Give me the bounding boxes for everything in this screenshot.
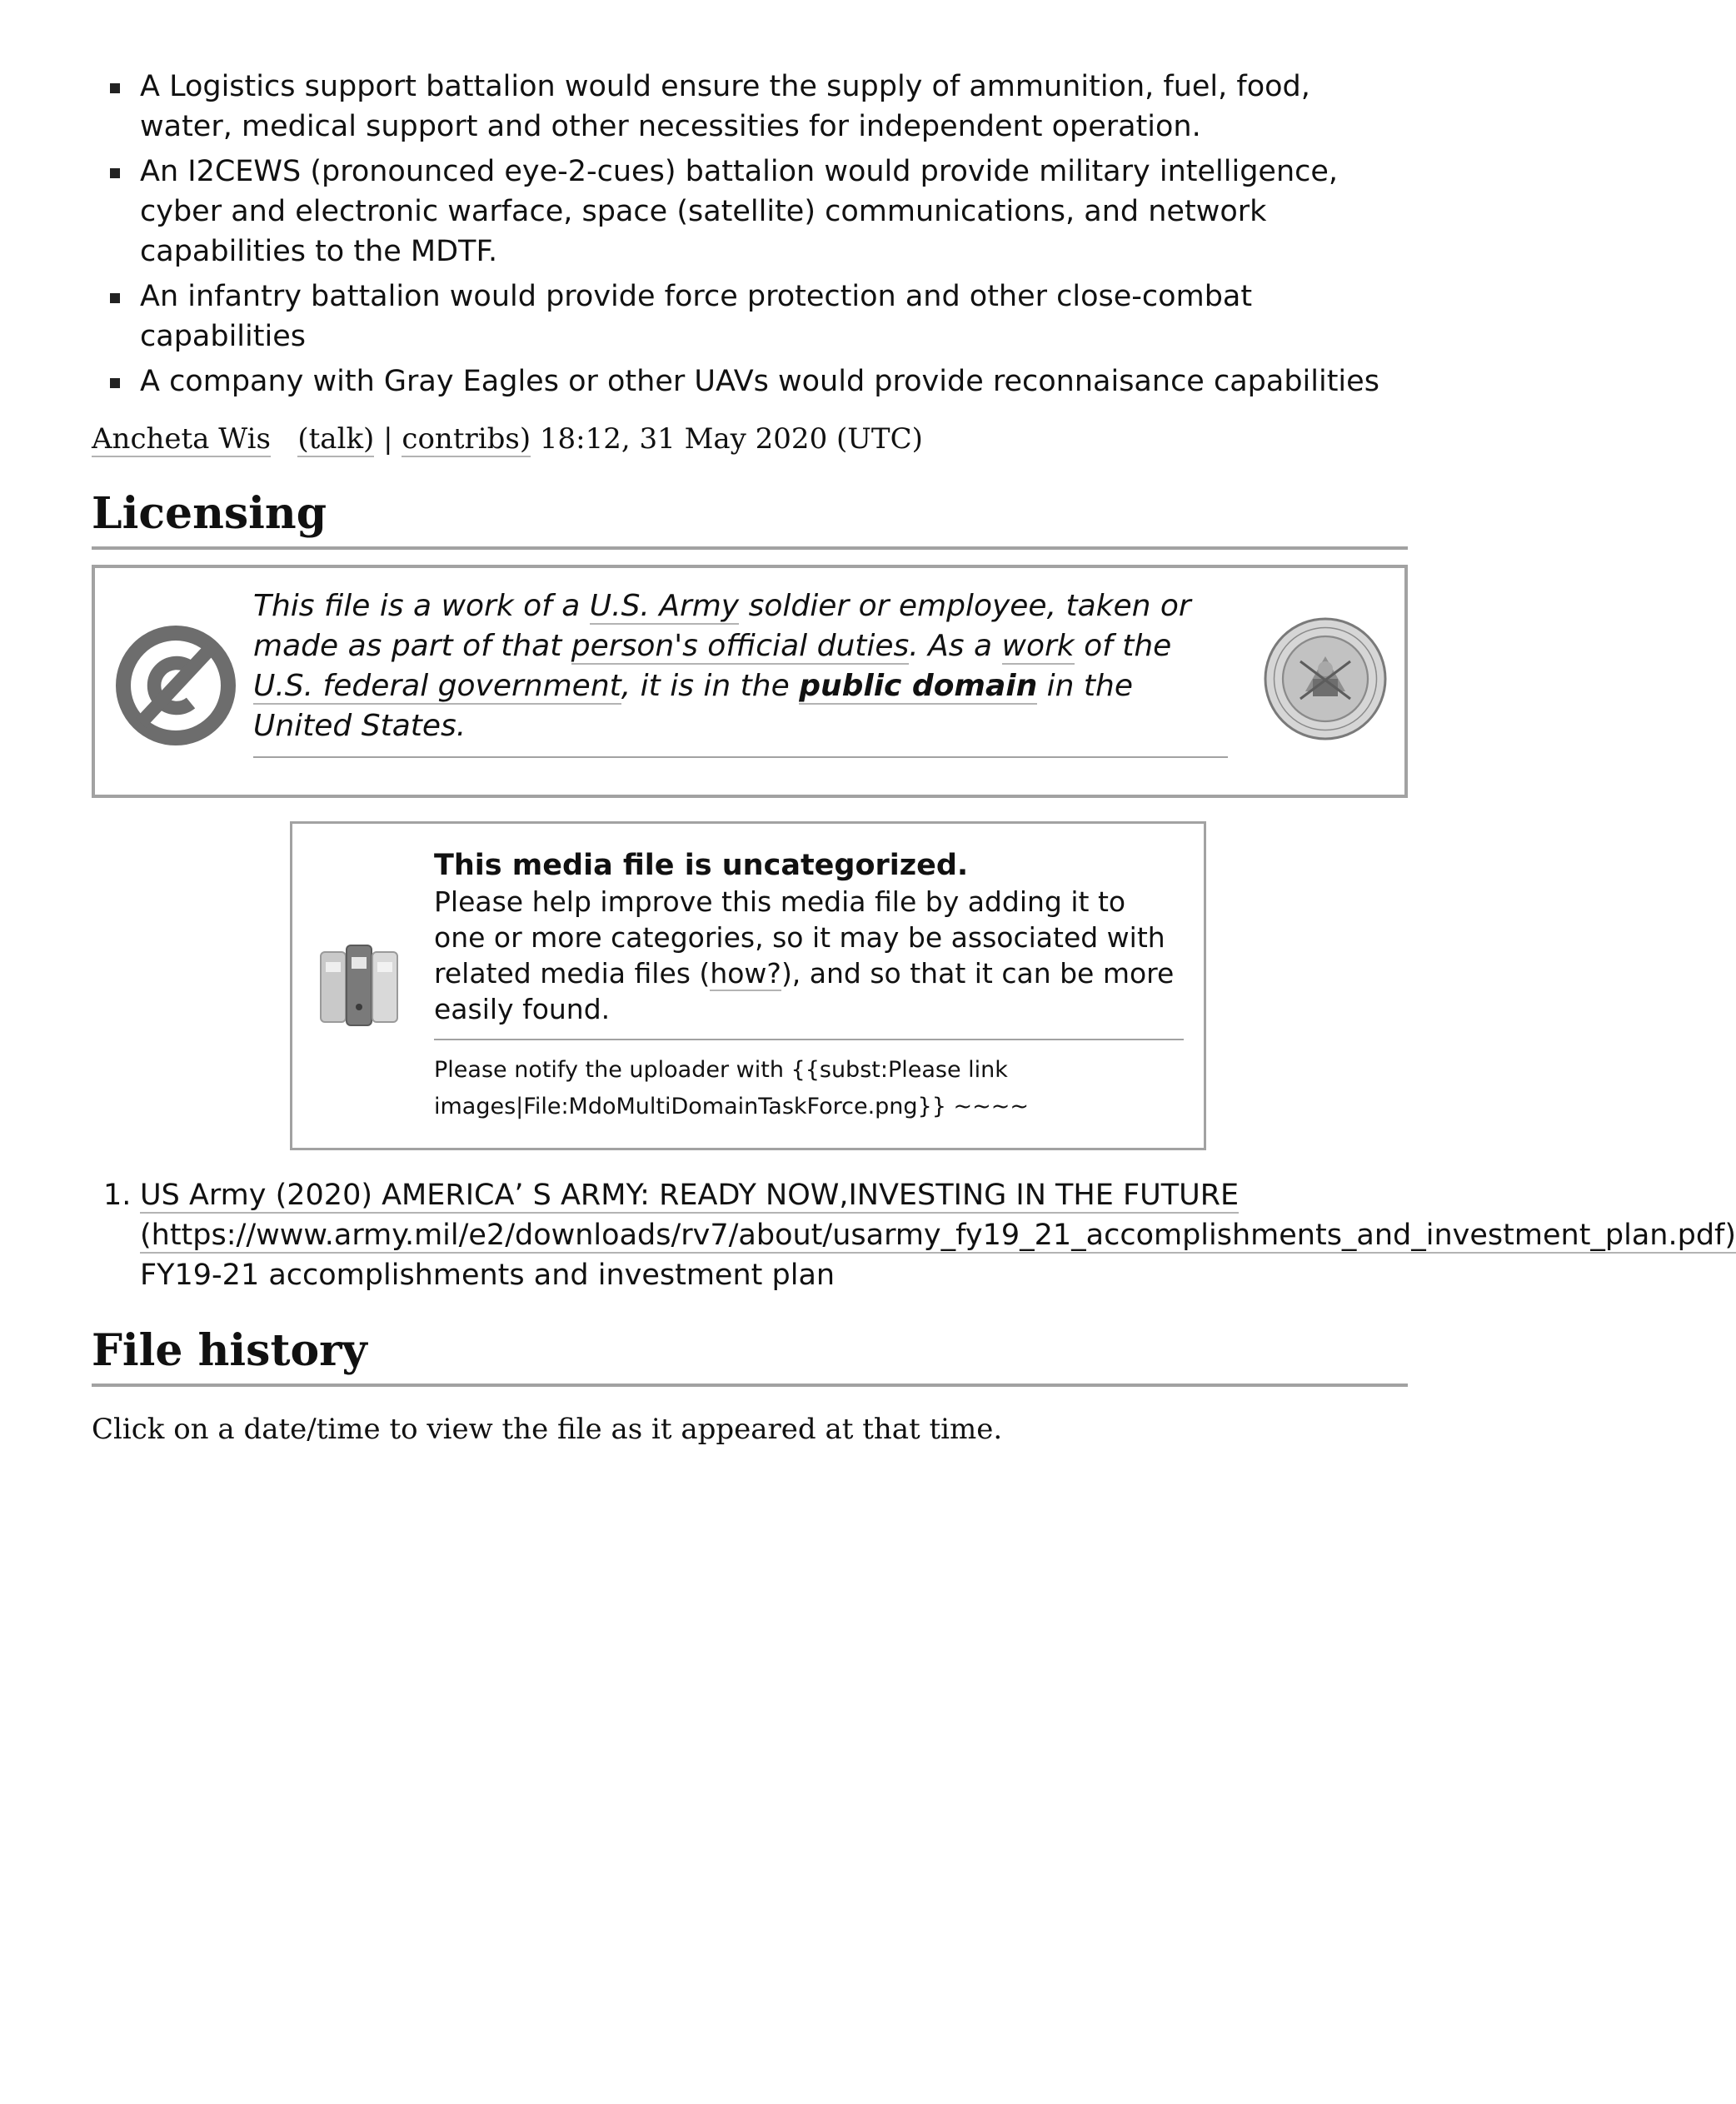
license-text-part: soldier or employee, taken or made as part of that [253, 589, 1191, 663]
license-text-part: This file is a work of a [253, 589, 590, 623]
uncategorized-notice [290, 821, 1206, 1150]
reference-number: 1. [103, 1179, 132, 1212]
us-federal-government-link[interactable]: U.S. federal government [253, 669, 621, 703]
uncategorized-title: This media file is uncategorized. [434, 849, 969, 882]
public-domain-link[interactable] [799, 669, 1037, 705]
license-text-part: . As a [909, 629, 1002, 663]
notify-uploader-text: Please notify the uploader with {{subst:Please link images|File:MdoMultiDomainTaskForce.png}} ~~~~ [434, 1057, 1029, 1119]
list-item: A Logistics support battalion would ensure the supply of ammunition, fuel, food, water, medical support and other necessities for independent operation. [92, 67, 1408, 147]
contribs-link[interactable]: contribs) [402, 422, 531, 456]
license-text-part: of the [1074, 629, 1172, 663]
mdtf-capabilities-list [92, 67, 1408, 401]
public-domain-icon [113, 623, 238, 748]
official-duties-link[interactable]: person's official duties [571, 629, 910, 663]
how-link[interactable]: how? [710, 957, 781, 990]
signature [92, 420, 1408, 458]
license-text [253, 586, 1228, 758]
license-box [92, 565, 1408, 798]
references-list [92, 1175, 1736, 1295]
licensing-heading: Licensing [92, 488, 1408, 550]
folders-icon [317, 940, 401, 1032]
work-link[interactable]: work [1001, 629, 1075, 663]
license-text-part: in the United States. [253, 669, 1133, 743]
signature-timestamp: 18:12, 31 May 2020 (UTC) [531, 422, 923, 456]
reference-item [92, 1175, 1736, 1295]
signature-separator: | [374, 422, 402, 456]
license-text-part: , it is in the [621, 669, 800, 703]
uncategorized-message-part: ), and so that it can be more easily found. [434, 957, 1175, 1025]
page-content [92, 67, 1736, 1448]
list-item: A company with Gray Eagles or other UAVs would provide reconnaisance capabilities [92, 361, 1408, 401]
list-item: An I2CEWS (pronounced eye-2-cues) battalion would provide military intelligence, cyber and electronic warface, space (satellite) communications, and network capabilities to the MDTF. [92, 152, 1408, 272]
file-history-note: Click on a date/time to view the file as it appeared at that time. [92, 1413, 1003, 1446]
us-army-link[interactable]: U.S. Army [589, 589, 740, 623]
us-army-seal-icon [1263, 616, 1388, 741]
file-history-heading: File history [92, 1325, 1408, 1387]
reference-text: FY19-21 accomplishments and investment plan [140, 1259, 836, 1292]
reference-link[interactable]: US Army (2020) AMERICA’ S ARMY: READY NOW,INVESTING IN THE FUTURE (https://www.army.mil/e2/downloads/rv7/about/usarmy_fy19_21_accomplishments_and_investment_plan.pdf) [140, 1179, 1736, 1252]
talk-link[interactable]: (talk) [297, 422, 375, 456]
user-link[interactable]: Ancheta Wis [92, 422, 271, 456]
public-domain-label: public domain [799, 669, 1038, 703]
uncategorized-message [434, 884, 1184, 1040]
uncategorized-message-part: Please help improve this media file by adding it to one or more categories, so it may be associated with related media files ( [434, 885, 1165, 990]
list-item: An infantry battalion would provide force protection and other close-combat capabilities [92, 277, 1408, 356]
uncategorized-body [434, 847, 1184, 1125]
